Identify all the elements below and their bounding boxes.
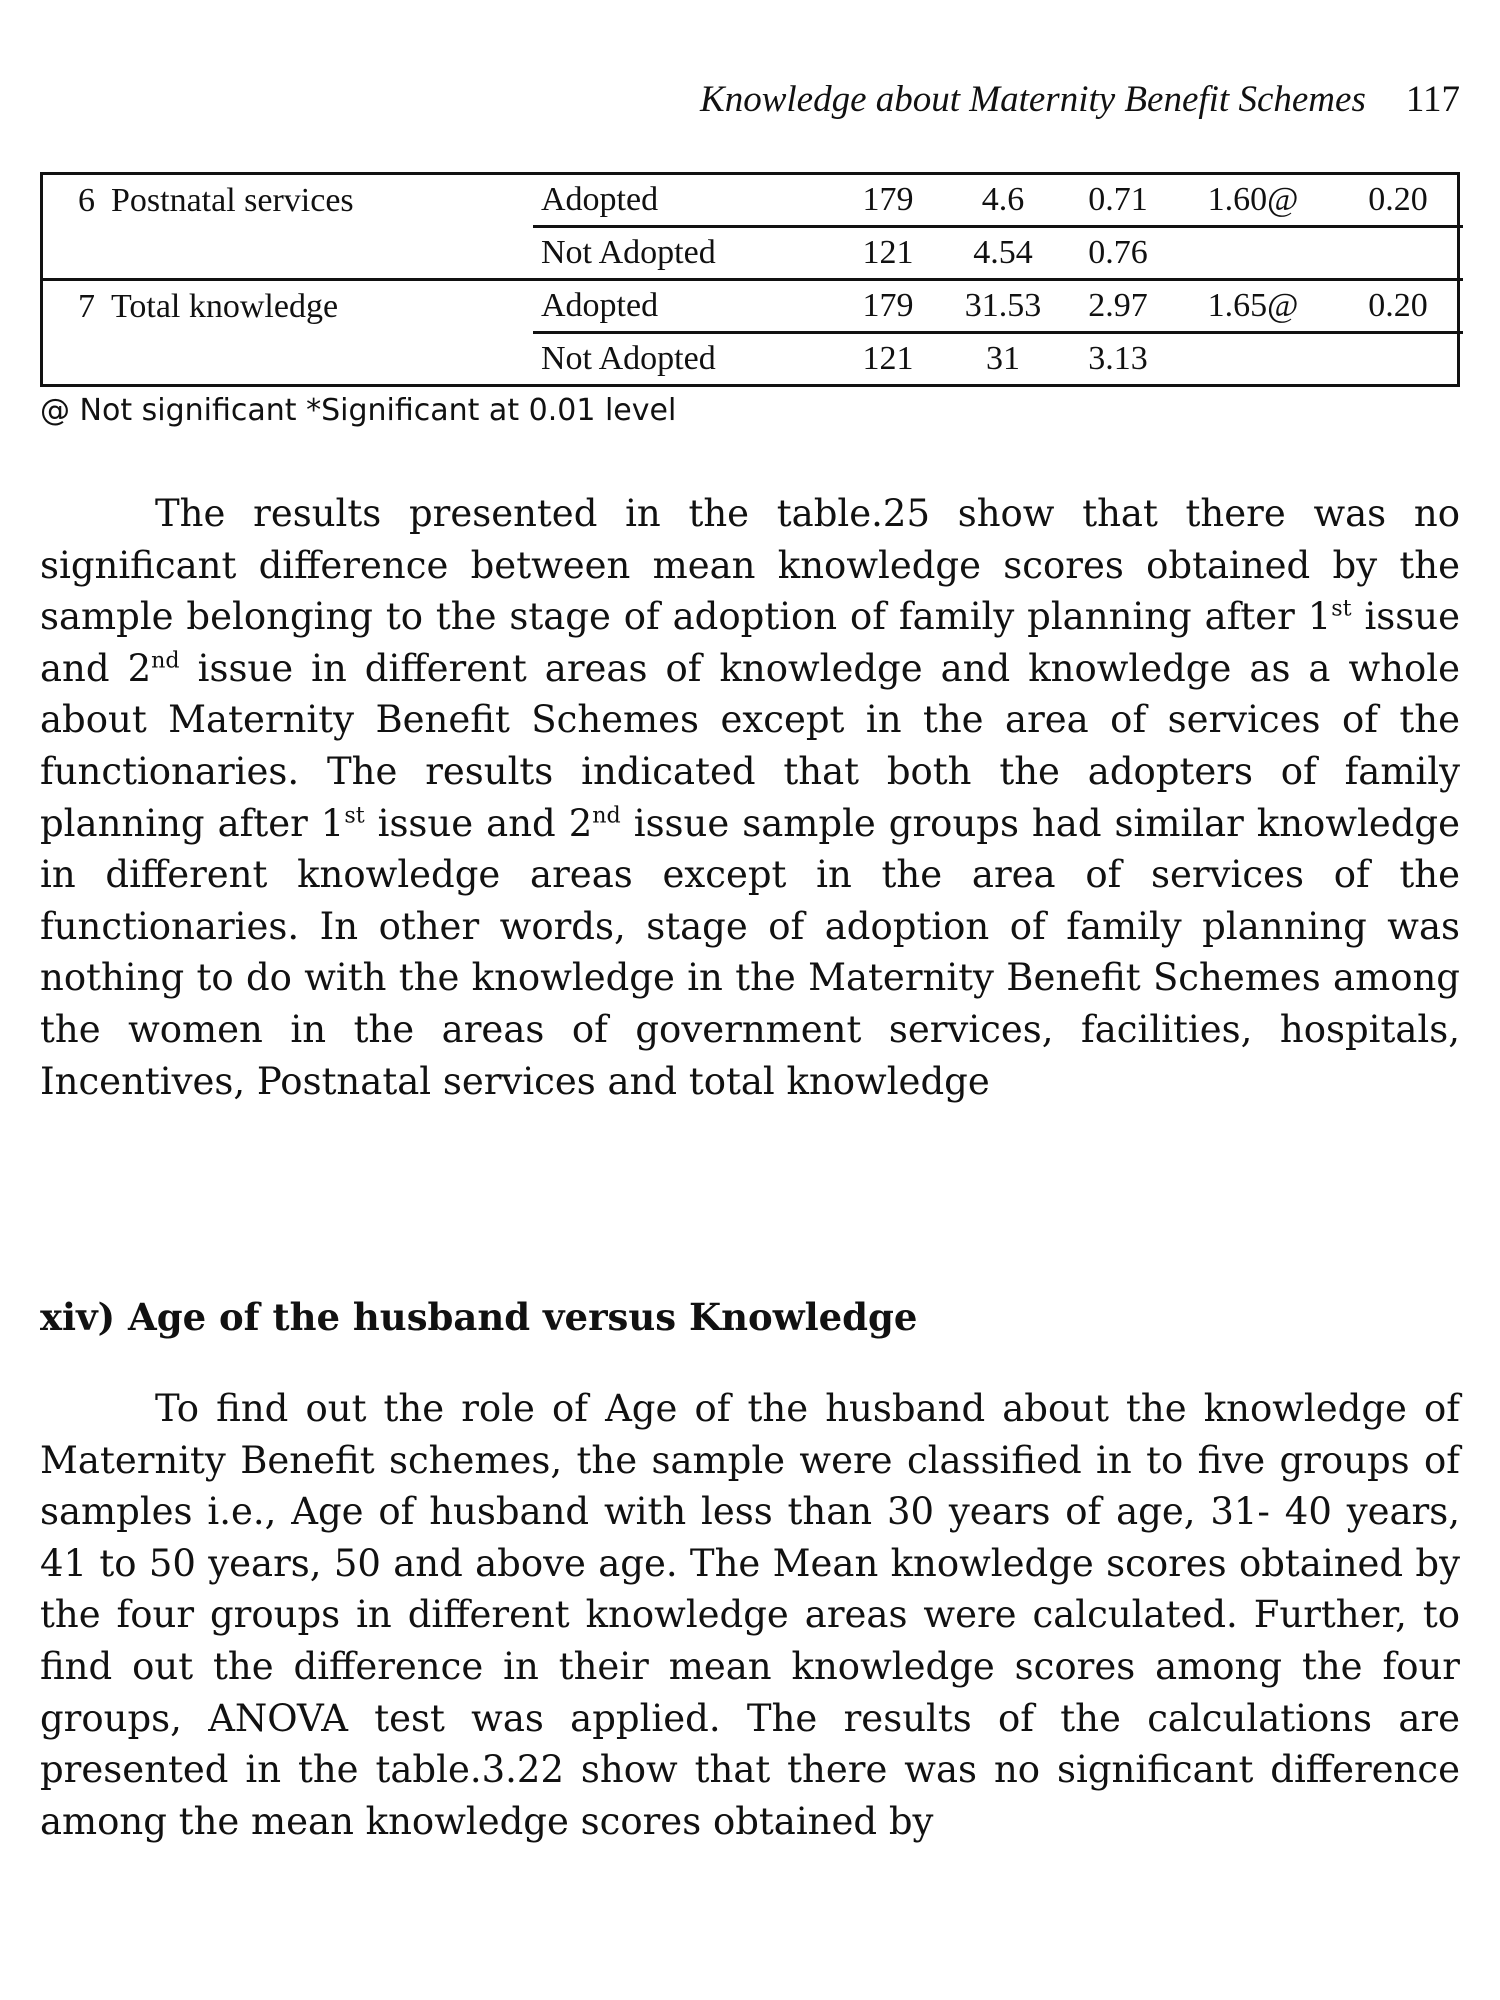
cell-t: 1.60@ <box>1173 175 1333 226</box>
running-title: Knowledge about Maternity Benefit Schemes <box>700 79 1366 120</box>
cell-mean: 4.54 <box>973 233 1033 271</box>
section-heading: xiv) Age of the husband versus Knowledge <box>40 1295 918 1339</box>
cell-area: Postnatal services <box>111 181 354 219</box>
cell-n: 121 <box>862 340 914 378</box>
cell-no <box>43 226 103 279</box>
cell-no: 6 <box>78 181 95 219</box>
cell-sd: 0.71 <box>1063 175 1173 226</box>
cell-t: 1.65@ <box>1173 279 1333 332</box>
table-row <box>43 279 1463 332</box>
cell-p: 0.20 <box>1333 175 1463 226</box>
cell-level: Not Adopted <box>541 340 716 378</box>
table-row <box>43 226 1463 279</box>
cell-level: Adopted <box>533 279 833 332</box>
cell-sd: 0.76 <box>1088 233 1148 271</box>
cell-p: 0.20 <box>1333 279 1463 332</box>
cell-t <box>1173 226 1333 279</box>
cell-no <box>43 333 103 384</box>
cell-mean: 31.53 <box>943 279 1063 332</box>
table-footnote: @ Not significant *Significant at 0.01 level <box>40 393 677 428</box>
cell-sd: 3.13 <box>1088 340 1148 378</box>
results-paragraph: The results presented in the table.25 show that there was no significant difference between mean knowledge scores obtained by the sample belonging to the stage of adoption of family planning after 1st issue and 2nd issue in different areas of knowledge and knowledge as a whole about Maternity Benefit Schemes except in the area of services of the functionaries. The results indicated that both the adopters of family planning after 1st issue and 2nd issue sample groups had similar knowledge in different knowledge areas except in the area of services of the functionaries. In other words, stage of adoption of family planning was nothing to do with the knowledge in the Maternity Benefit Schemes among the women in the areas of government services, facilities, hospitals, Incentives, Postnatal services and total knowledge <box>40 492 1460 1103</box>
page-number: 117 <box>1405 79 1460 120</box>
cell-p <box>1333 226 1463 279</box>
cell-mean: 31 <box>986 340 1020 378</box>
method-paragraph: To find out the role of Age of the husband about the knowledge of Maternity Benefit schemes, the sample were classified in to five groups of samples i.e., Age of husband with less than 30 years of age, 31- 40 years, 41 to 50 years, 50 and above age. The Mean knowledge scores obtained by the four groups in different knowledge areas were calculated. Further, to find out the difference in their mean knowledge scores among the four groups, ANOVA test was applied. The results of the calculations are presented in the table.3.22 show that there was no significant difference among the mean knowledge scores obtained by <box>40 1387 1460 1843</box>
running-head <box>700 78 1460 121</box>
cell-level: Adopted <box>533 175 833 226</box>
cell-sd: 2.97 <box>1063 279 1173 332</box>
cell-area <box>103 333 533 384</box>
results-table <box>40 172 1460 387</box>
cell-mean: 4.6 <box>943 175 1063 226</box>
cell-t <box>1173 333 1333 384</box>
cell-p <box>1333 333 1463 384</box>
table-row <box>43 175 1463 226</box>
cell-level: Not Adopted <box>541 233 716 271</box>
cell-area: Total knowledge <box>103 279 533 332</box>
cell-n: 179 <box>833 175 943 226</box>
table-row <box>43 333 1463 384</box>
cell-n: 179 <box>833 279 943 332</box>
cell-no: 7 <box>43 279 103 332</box>
cell-area <box>103 226 533 279</box>
cell-n: 121 <box>862 233 914 271</box>
